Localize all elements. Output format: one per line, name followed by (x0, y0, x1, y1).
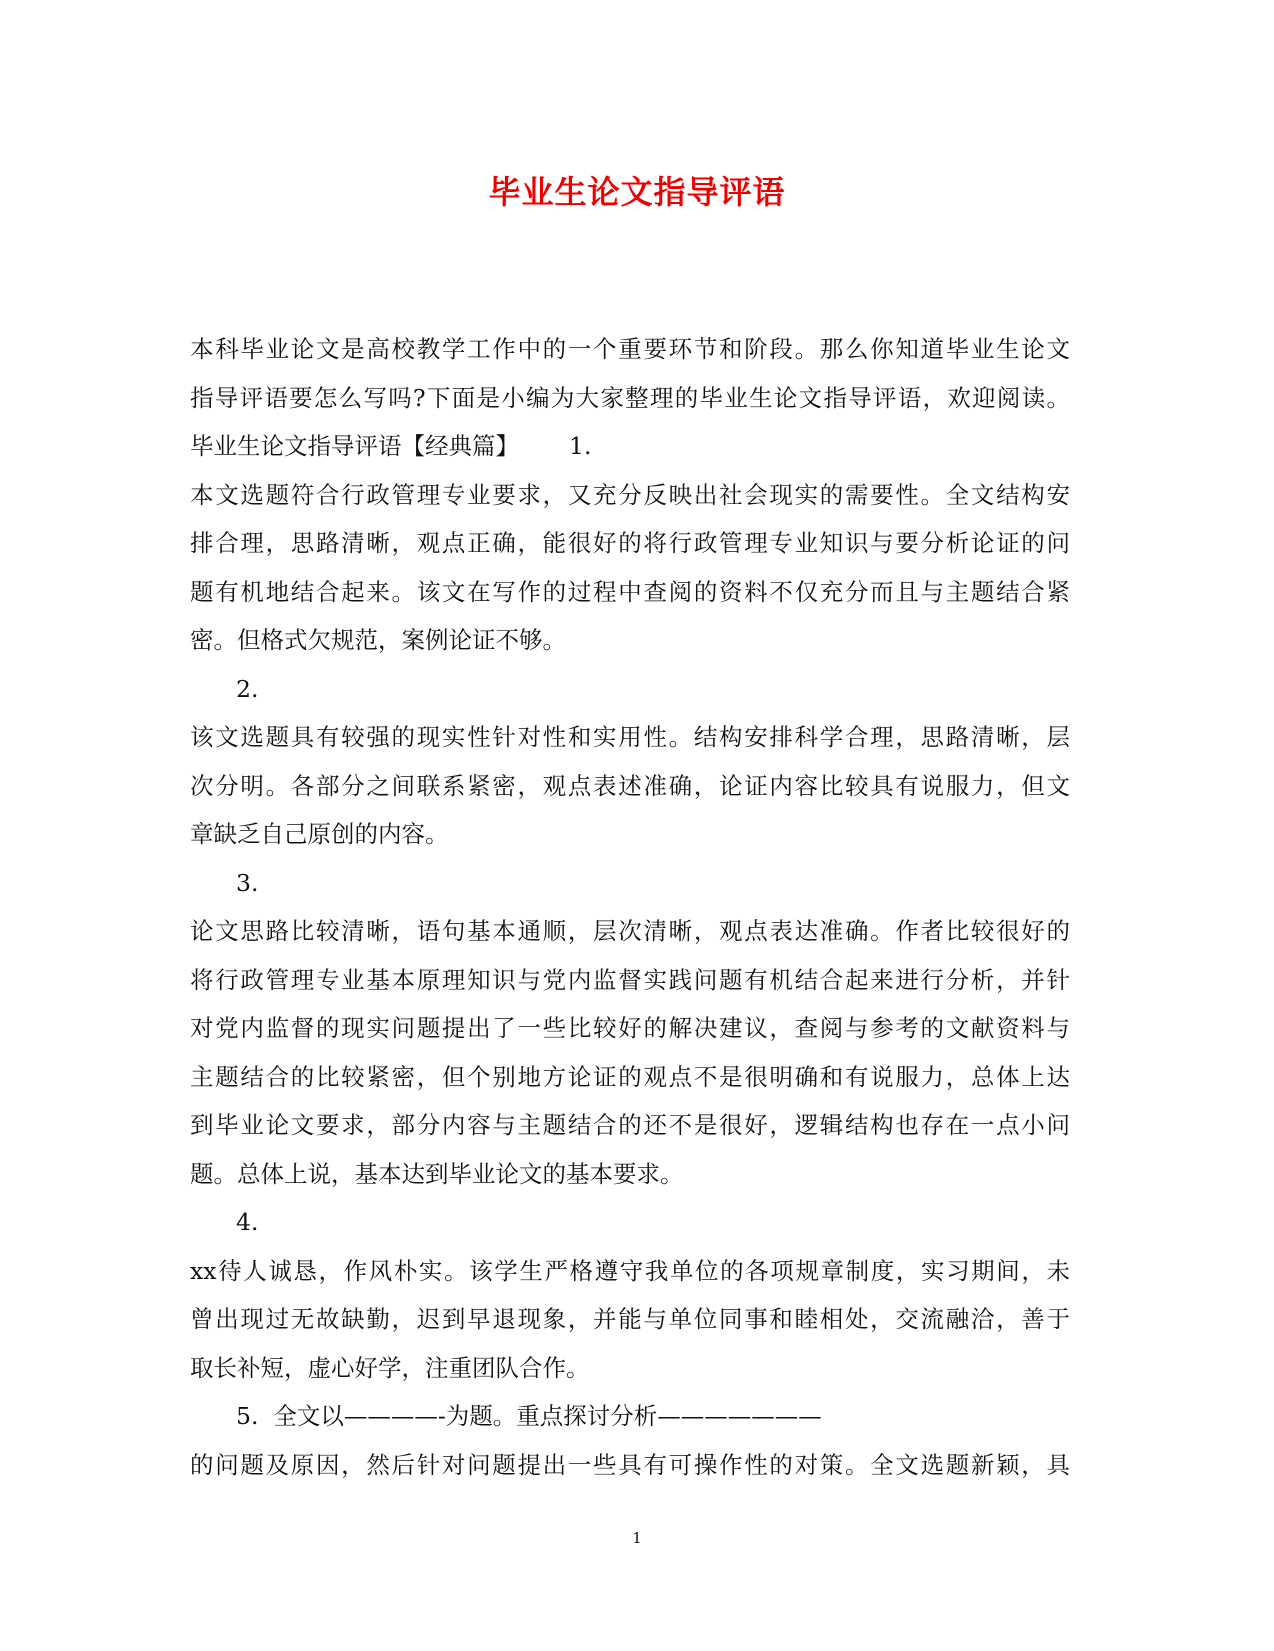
document-body (190, 325, 1070, 1489)
item-3-line-4: 主题结合的比较紧密，但个别地方论证的观点不是很明确和有说服力，总体上达 (190, 1062, 1070, 1091)
item-3-line-5: 到毕业论文要求，部分内容与主题结合的还不是很好，逻辑结构也存在一点小问 (190, 1111, 1070, 1139)
intro-line-1: 本科毕业论文是高校教学工作中的一个重要环节和阶段。那么你知道毕业生论文 (190, 335, 1070, 363)
item-1-line-3: 题有机地结合起来。该文在写作的过程中查阅的资料不仅充分而且与主题结合紧 (190, 577, 1070, 606)
item-1-line-4: 密。但格式欠规范，案例论证不够。 (190, 626, 566, 654)
item-3-line-1: 论文思路比较清晰，语句基本通顺，层次清晰，观点表达准确。作者比较很好的 (190, 917, 1070, 945)
item-5-heading-line: 5. 全文以————-为题。重点探讨分析——————— (236, 1402, 822, 1430)
item-2-line-3: 章缺乏自己原创的内容。 (190, 820, 449, 848)
page-number: 1 (632, 1529, 642, 1547)
item-1-line-2: 排合理，思路清晰，观点正确，能很好的将行政管理专业知识与要分析论证的问 (190, 529, 1070, 557)
item-4-line-1: xx待人诚恳，作风朴实。该学生严格遵守我单位的各项规章制度，实习期间，未 (190, 1256, 1070, 1285)
item-1-number: 1. (569, 432, 592, 460)
item-4-number: 4. (236, 1208, 259, 1236)
item-5-line-1: 的问题及原因，然后针对问题提出一些具有可操作性的对策。全文选题新颖，具 (190, 1450, 1070, 1479)
section-heading: 毕业生论文指导评语【经典篇】 (190, 432, 519, 460)
item-2-line-2: 次分明。各部分之间联系紧密，观点表述准确，论证内容比较具有说服力，但文 (190, 771, 1070, 800)
item-4-line-3: 取长补短，虚心好学，注重团队合作。 (190, 1353, 590, 1382)
item-2-number: 2. (236, 674, 259, 703)
item-3-number: 3. (236, 868, 259, 897)
intro-line-2: 指导评语要怎么写吗?下面是小编为大家整理的毕业生论文指导评语，欢迎阅读。 (190, 383, 1070, 412)
document-title: 毕业生论文指导评语 (488, 173, 786, 211)
item-3-line-3: 对党内监督的现实问题提出了一些比较好的解决建议，查阅与参考的文献资料与 (190, 1014, 1070, 1042)
item-4-line-2: 曾出现过无故缺勤，迟到早退现象，并能与单位同事和睦相处，交流融洽，善于 (190, 1305, 1070, 1333)
item-1-line-1: 本文选题符合行政管理专业要求，又充分反映出社会现实的需要性。全文结构安 (190, 480, 1070, 509)
item-3-line-2: 将行政管理专业基本原理知识与党内监督实践问题有机结合起来进行分析，并针 (190, 965, 1070, 994)
item-3-line-6: 题。总体上说，基本达到毕业论文的基本要求。 (190, 1159, 684, 1188)
section-heading-line (190, 422, 1070, 471)
item-2-line-1: 该文选题具有较强的现实性针对性和实用性。结构安排科学合理，思路清晰，层 (190, 723, 1070, 751)
